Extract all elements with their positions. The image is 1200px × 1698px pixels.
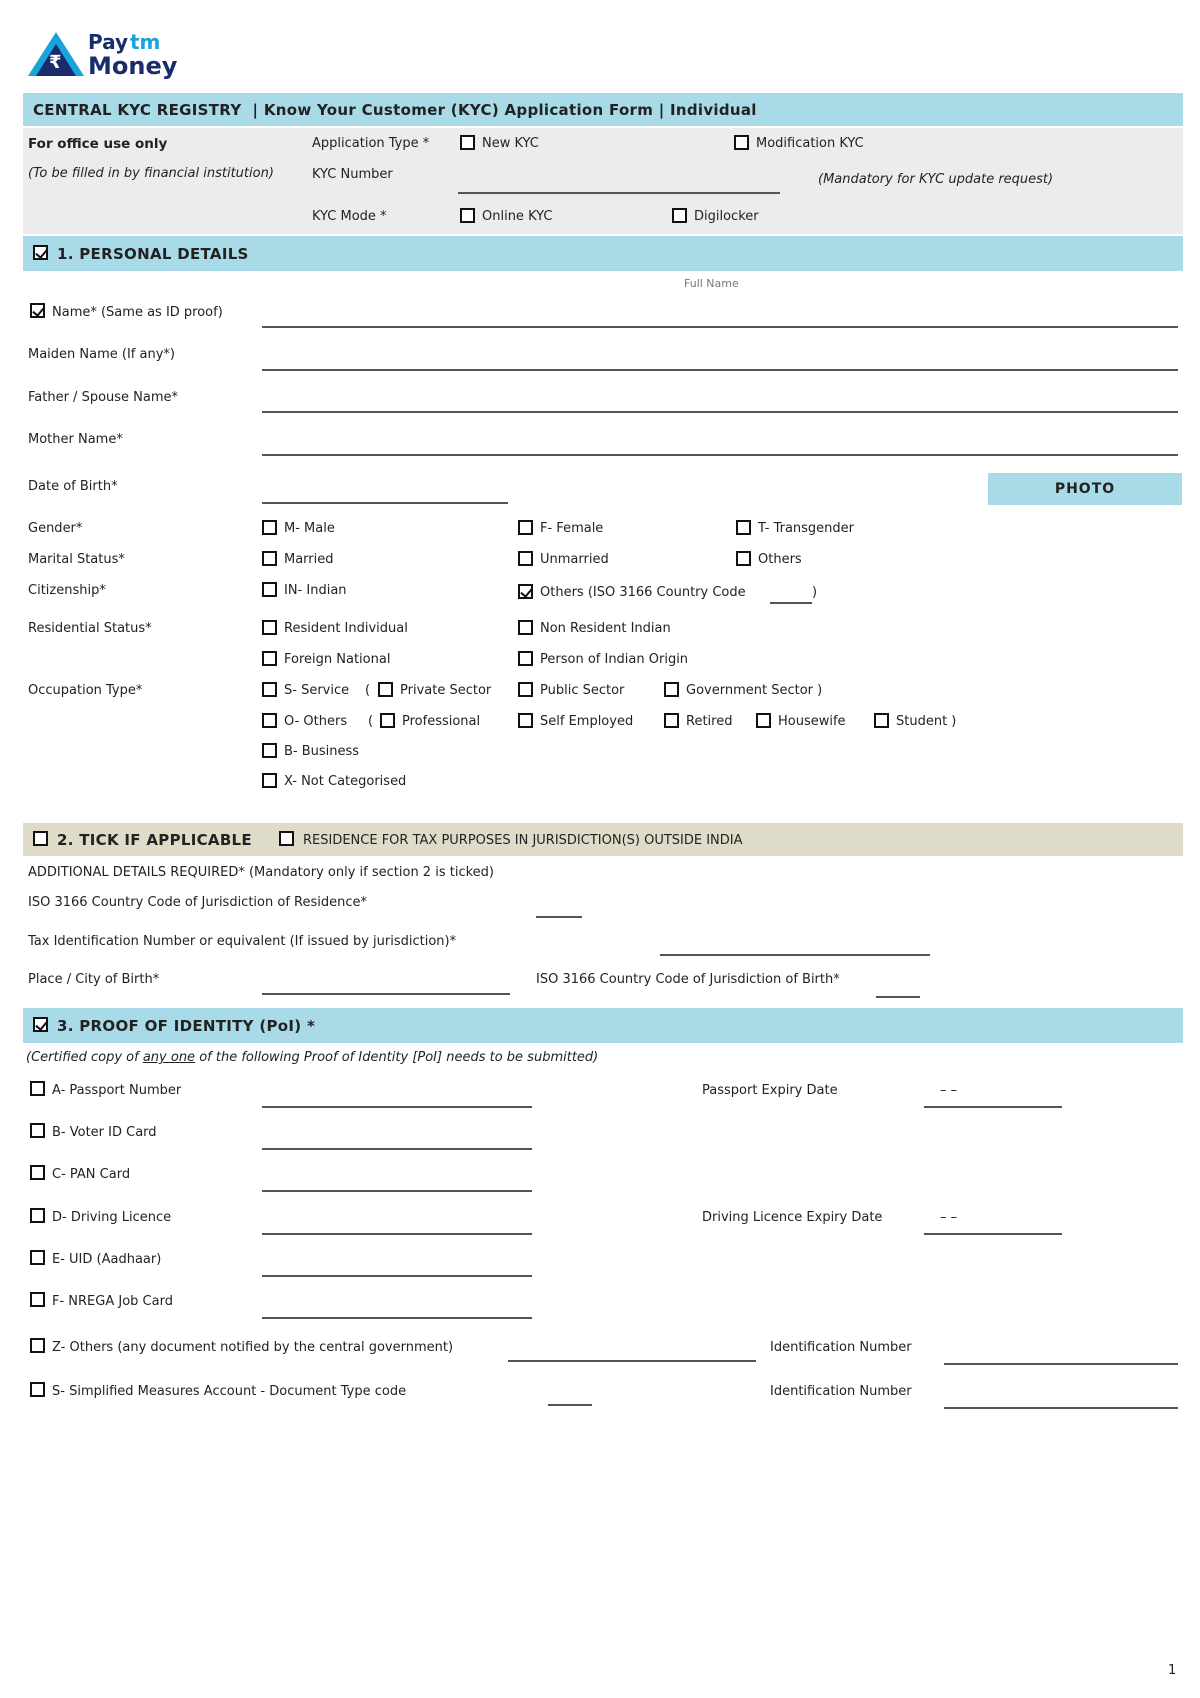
passport-label: A- Passport Number bbox=[52, 1083, 182, 1098]
marital-married-checkbox[interactable] bbox=[262, 551, 277, 566]
poi-note bbox=[26, 1049, 598, 1067]
foreign-national-checkbox[interactable] bbox=[262, 651, 277, 666]
occ-govt-checkbox[interactable] bbox=[664, 682, 679, 697]
section3-title: 3. PROOF OF IDENTITY (PoI) * bbox=[57, 1017, 316, 1035]
occ-not-categorised-label: X- Not Categorised bbox=[284, 774, 407, 789]
full-name-hint: Full Name bbox=[684, 277, 739, 290]
mother-name-field[interactable] bbox=[262, 454, 1178, 456]
occ-retired-label: Retired bbox=[686, 714, 733, 729]
occ-service-label: S- Service bbox=[284, 683, 350, 698]
name-field[interactable] bbox=[262, 326, 1178, 328]
occ-student-checkbox[interactable] bbox=[874, 713, 889, 728]
nrega-field[interactable] bbox=[262, 1317, 532, 1319]
logo-tm: tm bbox=[130, 30, 161, 54]
simplified-id-number-label: Identification Number bbox=[770, 1384, 912, 1399]
name-label: Name* (Same as ID proof) bbox=[52, 305, 223, 320]
section1-header bbox=[23, 236, 1183, 271]
marital-married-label: Married bbox=[284, 552, 334, 567]
section2-title: 2. TICK IF APPLICABLE bbox=[57, 831, 252, 849]
uid-aadhaar-label: E- UID (Aadhaar) bbox=[52, 1252, 162, 1267]
logo-pay: Pay bbox=[88, 30, 129, 54]
occ-private-checkbox[interactable] bbox=[378, 682, 393, 697]
others-document-checkbox[interactable] bbox=[30, 1338, 45, 1353]
dob-field[interactable] bbox=[262, 502, 508, 504]
marital-others-checkbox[interactable] bbox=[736, 551, 751, 566]
additional-details-label: ADDITIONAL DETAILS REQUIRED* (Mandatory only if section 2 is ticked) bbox=[28, 865, 494, 880]
occupation-label: Occupation Type* bbox=[28, 683, 143, 698]
occ-service-checkbox[interactable] bbox=[262, 682, 277, 697]
residence-tax-checkbox[interactable] bbox=[279, 831, 294, 846]
simplified-id-number-field[interactable] bbox=[944, 1407, 1178, 1409]
maiden-name-field[interactable] bbox=[262, 369, 1178, 371]
occ-retired-checkbox[interactable] bbox=[664, 713, 679, 728]
logo-money: Money bbox=[88, 52, 178, 80]
uid-aadhaar-field[interactable] bbox=[262, 1275, 532, 1277]
citizenship-close-paren: ) bbox=[812, 585, 818, 600]
digilocker-checkbox[interactable] bbox=[672, 208, 687, 223]
tin-field[interactable] bbox=[660, 954, 930, 956]
pan-card-checkbox[interactable] bbox=[30, 1165, 45, 1180]
pan-card-field[interactable] bbox=[262, 1190, 532, 1192]
section3-header bbox=[23, 1008, 1183, 1043]
simplified-measures-checkbox[interactable] bbox=[30, 1382, 45, 1397]
place-of-birth-label: Place / City of Birth* bbox=[28, 972, 160, 987]
occ-housewife-label: Housewife bbox=[778, 714, 846, 729]
kyc-number-field[interactable] bbox=[458, 192, 780, 194]
occ-public-label: Public Sector bbox=[540, 683, 625, 698]
driving-licence-expiry-field[interactable] bbox=[924, 1233, 1062, 1235]
occ-student-label: Student ) bbox=[896, 714, 957, 729]
place-of-birth-field[interactable] bbox=[262, 993, 510, 995]
passport-expiry-field[interactable] bbox=[924, 1106, 1062, 1108]
modification-kyc-checkbox[interactable] bbox=[734, 135, 749, 150]
uid-aadhaar-checkbox[interactable] bbox=[30, 1250, 45, 1265]
others-id-number-label: Identification Number bbox=[770, 1340, 912, 1355]
marital-others-label: Others bbox=[758, 552, 802, 567]
occ-others-checkbox[interactable] bbox=[262, 713, 277, 728]
person-of-indian-origin-checkbox[interactable] bbox=[518, 651, 533, 666]
passport-expiry-dashes: – – bbox=[940, 1083, 958, 1098]
residence-tax-label: RESIDENCE FOR TAX PURPOSES IN JURISDICTION(S) OUTSIDE INDIA bbox=[303, 833, 743, 848]
driving-expiry-dashes: – – bbox=[940, 1210, 958, 1225]
iso-residence-label: ISO 3166 Country Code of Jurisdiction of Residence* bbox=[28, 895, 367, 910]
passport-expiry-label: Passport Expiry Date bbox=[702, 1083, 838, 1098]
citizenship-label: Citizenship* bbox=[28, 583, 106, 598]
others-id-number-field[interactable] bbox=[944, 1363, 1178, 1365]
name-checkbox[interactable] bbox=[30, 303, 45, 318]
dob-label: Date of Birth* bbox=[28, 479, 118, 494]
occ-professional-checkbox[interactable] bbox=[380, 713, 395, 728]
gender-female-checkbox[interactable] bbox=[518, 520, 533, 535]
resident-individual-checkbox[interactable] bbox=[262, 620, 277, 635]
non-resident-indian-label: Non Resident Indian bbox=[540, 621, 671, 636]
poi-note-pre: (Certified copy of bbox=[26, 1050, 143, 1065]
voter-id-label: B- Voter ID Card bbox=[52, 1125, 157, 1140]
occ-govt-label: Government Sector ) bbox=[686, 683, 823, 698]
digilocker-label: Digilocker bbox=[694, 209, 759, 224]
kyc-mode-label: KYC Mode * bbox=[312, 209, 387, 224]
occ-not-categorised-checkbox[interactable] bbox=[262, 773, 277, 788]
citizenship-indian-checkbox[interactable] bbox=[262, 582, 277, 597]
passport-checkbox[interactable] bbox=[30, 1081, 45, 1096]
kyc-number-note: (Mandatory for KYC update request) bbox=[818, 172, 1054, 187]
occ-others-label: O- Others bbox=[284, 714, 348, 729]
occ-business-checkbox[interactable] bbox=[262, 743, 277, 758]
poi-note-any-one: any one bbox=[142, 1050, 196, 1065]
office-use-label: For office use only bbox=[28, 136, 168, 152]
citizenship-country-code-field[interactable] bbox=[770, 602, 812, 604]
section2-header bbox=[23, 823, 1183, 856]
others-document-label: Z- Others (any document notified by the central government) bbox=[52, 1340, 454, 1355]
citizenship-indian-label: IN- Indian bbox=[284, 583, 347, 598]
iso-birth-field[interactable] bbox=[876, 996, 920, 998]
rupee-symbol: ₹ bbox=[49, 52, 62, 73]
occ-housewife-checkbox[interactable] bbox=[756, 713, 771, 728]
application-type-label: Application Type * bbox=[312, 136, 430, 151]
online-kyc-label: Online KYC bbox=[482, 209, 553, 224]
citizenship-others-checkbox[interactable] bbox=[518, 584, 533, 599]
photo-box: PHOTO bbox=[988, 473, 1182, 505]
maiden-name-label: Maiden Name (If any*) bbox=[28, 347, 175, 362]
driving-licence-checkbox[interactable] bbox=[30, 1208, 45, 1223]
occ-others-open-paren: ( bbox=[368, 714, 374, 729]
document-type-code-field[interactable] bbox=[548, 1404, 592, 1406]
others-document-field[interactable] bbox=[508, 1360, 756, 1362]
kyc-number-label: KYC Number bbox=[312, 167, 393, 182]
occ-business-label: B- Business bbox=[284, 744, 360, 759]
gender-transgender-label: T- Transgender bbox=[758, 521, 855, 536]
paytm-money-logo bbox=[26, 30, 176, 86]
page-number: 1 bbox=[1168, 1663, 1177, 1678]
occ-professional-label: Professional bbox=[402, 714, 481, 729]
voter-id-checkbox[interactable] bbox=[30, 1123, 45, 1138]
form-title: CENTRAL KYC REGISTRY | Know Your Customer (KYC) Application Form | Individual bbox=[33, 101, 757, 119]
person-of-indian-origin-label: Person of Indian Origin bbox=[540, 652, 689, 667]
simplified-measures-label: S- Simplified Measures Account - Document Type code bbox=[52, 1384, 407, 1399]
voter-id-field[interactable] bbox=[262, 1148, 532, 1150]
poi-note-post: of the following Proof of Identity [PoI] needs to be submitted) bbox=[195, 1050, 599, 1065]
office-use-sublabel: (To be filled in by financial institution) bbox=[28, 166, 274, 181]
passport-number-field[interactable] bbox=[262, 1106, 532, 1108]
new-kyc-checkbox[interactable] bbox=[460, 135, 475, 150]
residential-label: Residential Status* bbox=[28, 621, 152, 636]
driving-licence-expiry-label: Driving Licence Expiry Date bbox=[702, 1210, 883, 1225]
occ-self-employed-checkbox[interactable] bbox=[518, 713, 533, 728]
gender-label: Gender* bbox=[28, 521, 83, 536]
pan-card-label: C- PAN Card bbox=[52, 1167, 131, 1182]
occ-service-open-paren: ( bbox=[365, 683, 371, 698]
driving-licence-label: D- Driving Licence bbox=[52, 1210, 172, 1225]
tin-label: Tax Identification Number or equivalent (If issued by jurisdiction)* bbox=[28, 934, 457, 949]
marital-label: Marital Status* bbox=[28, 552, 125, 567]
occ-private-label: Private Sector bbox=[400, 683, 492, 698]
gender-female-label: F- Female bbox=[540, 521, 604, 536]
driving-licence-field[interactable] bbox=[262, 1233, 532, 1235]
gender-male-label: M- Male bbox=[284, 521, 335, 536]
non-resident-indian-checkbox[interactable] bbox=[518, 620, 533, 635]
section2-checkbox[interactable] bbox=[33, 831, 48, 846]
mother-name-label: Mother Name* bbox=[28, 432, 123, 447]
iso-birth-label: ISO 3166 Country Code of Jurisdiction of Birth* bbox=[536, 972, 840, 987]
online-kyc-checkbox[interactable] bbox=[460, 208, 475, 223]
marital-unmarried-checkbox[interactable] bbox=[518, 551, 533, 566]
nrega-checkbox[interactable] bbox=[30, 1292, 45, 1307]
section1-checkbox[interactable] bbox=[33, 245, 48, 260]
modification-kyc-label: Modification KYC bbox=[756, 136, 864, 151]
marital-unmarried-label: Unmarried bbox=[540, 552, 609, 567]
iso-residence-field[interactable] bbox=[536, 916, 582, 918]
gender-transgender-checkbox[interactable] bbox=[736, 520, 751, 535]
section1-title: 1. PERSONAL DETAILS bbox=[57, 245, 249, 263]
form-header-band bbox=[23, 93, 1183, 126]
new-kyc-label: New KYC bbox=[482, 136, 539, 151]
occ-public-checkbox[interactable] bbox=[518, 682, 533, 697]
resident-individual-label: Resident Individual bbox=[284, 621, 408, 636]
nrega-label: F- NREGA Job Card bbox=[52, 1294, 173, 1309]
section3-checkbox[interactable] bbox=[33, 1017, 48, 1032]
father-spouse-label: Father / Spouse Name* bbox=[28, 390, 179, 405]
citizenship-others-label: Others (ISO 3166 Country Code bbox=[540, 585, 746, 600]
gender-male-checkbox[interactable] bbox=[262, 520, 277, 535]
occ-self-employed-label: Self Employed bbox=[540, 714, 634, 729]
foreign-national-label: Foreign National bbox=[284, 652, 391, 667]
father-spouse-field[interactable] bbox=[262, 411, 1178, 413]
